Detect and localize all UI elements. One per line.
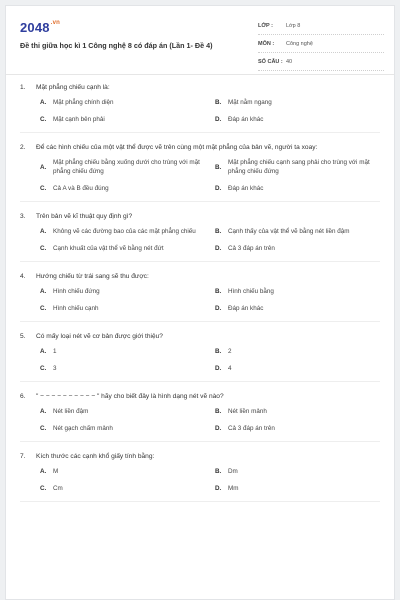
option-text: Không vẽ các đường bao của các mặt phẳng chiếu [53, 228, 196, 235]
question-divider [20, 201, 380, 202]
answer-option-c[interactable] [40, 424, 205, 433]
option-letter: C. [40, 365, 47, 372]
answer-option-a[interactable] [40, 467, 205, 476]
answer-option-d[interactable] [215, 304, 380, 313]
option-text: Nét liền đậm [53, 408, 89, 415]
option-letter: A. [40, 348, 47, 355]
option-letter: D. [215, 425, 222, 432]
answer-options [20, 347, 380, 373]
option-letter: D. [215, 185, 222, 192]
answer-option-d[interactable] [215, 184, 380, 193]
option-letter: C. [40, 425, 47, 432]
option-letter: D. [215, 116, 222, 123]
option-text: 4 [228, 365, 232, 372]
option-letter: B. [215, 408, 222, 415]
question-divider [20, 381, 380, 382]
exam-header [6, 6, 394, 75]
option-text: Đáp án khác [228, 305, 264, 312]
site-logo[interactable] [20, 20, 60, 35]
option-text: Mặt phẳng chiếu cạnh sang phải cho trùng với mặt phẳng chiếu đứng [228, 159, 370, 175]
meta-value: Công nghệ [286, 40, 313, 47]
question-line [20, 212, 380, 221]
exam-title: Đề thi giữa học kì 1 Công nghệ 8 có đáp án (Lần 1- Đề 4) [20, 41, 213, 50]
option-text: Mặt nằm ngang [228, 99, 272, 106]
answer-options [20, 158, 380, 193]
option-text: M [53, 468, 59, 475]
option-letter: A. [40, 408, 47, 415]
option-letter: D. [215, 485, 222, 492]
question-item [20, 83, 380, 133]
question-item [20, 212, 380, 262]
question-number: 4. [20, 273, 26, 280]
answer-option-c[interactable] [40, 364, 205, 373]
question-number: 3. [20, 213, 26, 220]
option-letter: C. [40, 116, 47, 123]
answer-option-c[interactable] [40, 244, 205, 253]
option-letter: A. [40, 288, 47, 295]
question-line [20, 332, 380, 341]
answer-options [20, 407, 380, 433]
option-text: Dm [228, 468, 238, 475]
meta-row-count [258, 53, 384, 71]
option-text: Đáp án khác [228, 116, 264, 123]
option-text: Cạnh thấy của vật thể vẽ bằng nét liền đậm [228, 228, 350, 235]
option-letter: B. [215, 288, 222, 295]
question-text: Kích thước các cạnh khổ giấy tính bằng: [36, 453, 155, 460]
option-letter: C. [40, 245, 47, 252]
option-text: 2 [228, 348, 232, 355]
meta-value: Lớp 8 [286, 22, 301, 29]
option-letter: A. [40, 99, 47, 106]
option-text: Mặt phẳng chính diện [53, 99, 114, 106]
option-text: Cả A và B đều đúng [53, 185, 109, 192]
question-divider [20, 441, 380, 442]
answer-option-c[interactable] [40, 484, 205, 493]
question-text: Mặt phẳng chiếu cạnh là: [36, 84, 110, 91]
answer-option-a[interactable] [40, 287, 205, 296]
question-text: Hướng chiếu từ trái sang sẽ thu được: [36, 273, 149, 280]
meta-row-class [258, 17, 384, 35]
answer-option-b[interactable] [215, 98, 380, 107]
question-item [20, 392, 380, 442]
answer-option-c[interactable] [40, 304, 205, 313]
option-letter: C. [40, 485, 47, 492]
question-number: 7. [20, 453, 26, 460]
option-letter: B. [215, 99, 222, 106]
question-line [20, 452, 380, 461]
question-line [20, 83, 380, 92]
option-letter: B. [215, 348, 222, 355]
answer-option-d[interactable] [215, 424, 380, 433]
answer-option-a[interactable] [40, 158, 205, 176]
answer-option-b[interactable] [215, 227, 380, 236]
option-text: Cả 3 đáp án trên [228, 245, 275, 252]
question-text: Để các hình chiếu của một vật thể được vẽ trên cùng một mặt phẳng của bản vẽ, người ta xoay: [36, 144, 318, 151]
meta-value: 40 [286, 58, 293, 65]
answer-options [20, 287, 380, 313]
answer-option-b[interactable] [215, 347, 380, 356]
question-line [20, 272, 380, 281]
question-text: Trên bản vẽ kĩ thuật quy định gì? [36, 213, 133, 220]
option-letter: B. [215, 468, 222, 475]
answer-option-b[interactable] [215, 467, 380, 476]
answer-option-d[interactable] [215, 244, 380, 253]
question-divider [20, 321, 380, 322]
question-divider [20, 501, 380, 502]
option-letter: A. [40, 163, 47, 171]
question-text: Có mấy loại nét vẽ cơ bản được giới thiệu? [36, 333, 163, 340]
question-item [20, 143, 380, 202]
option-text: Nét gạch chấm mảnh [53, 425, 113, 432]
option-text: Nét liền mảnh [228, 408, 267, 415]
question-item [20, 272, 380, 322]
option-text: 3 [53, 365, 57, 372]
answer-option-c[interactable] [40, 184, 205, 193]
option-letter: B. [215, 163, 222, 171]
answer-option-d[interactable] [215, 364, 380, 373]
answer-option-a[interactable] [40, 227, 205, 236]
option-letter: A. [40, 228, 47, 235]
answer-option-a[interactable] [40, 347, 205, 356]
answer-option-b[interactable] [215, 158, 380, 176]
answer-option-a[interactable] [40, 407, 205, 416]
option-text: Mm [228, 485, 239, 492]
question-number: 1. [20, 84, 26, 91]
question-text: " − − − − − − − − − − " hãy cho biết đây là hình dạng nét vẽ nào? [36, 393, 224, 400]
question-item [20, 332, 380, 382]
answer-options [20, 227, 380, 253]
meta-row-subject [258, 35, 384, 53]
exam-page [5, 5, 395, 600]
answer-options [20, 98, 380, 124]
answer-option-b[interactable] [215, 407, 380, 416]
option-letter: D. [215, 305, 222, 312]
option-text: Hình chiếu cạnh [53, 305, 99, 312]
option-text: Mặt phẳng chiếu bằng xuống dưới cho trùng với mặt phẳng chiếu đứng [53, 159, 200, 175]
logo-suffix: .vn [50, 20, 61, 26]
exam-meta [258, 17, 384, 71]
question-item [20, 452, 380, 502]
question-line [20, 143, 380, 152]
question-divider [20, 132, 380, 133]
answer-option-d[interactable] [215, 115, 380, 124]
option-letter: B. [215, 228, 222, 235]
logo-text: 2048 [20, 20, 50, 35]
option-text: Đáp án khác [228, 185, 264, 192]
meta-label: SỐ CÂU : [258, 58, 283, 65]
option-letter: C. [40, 305, 47, 312]
option-text: Cm [53, 485, 63, 492]
meta-label: LỚP : [258, 22, 273, 29]
answer-option-a[interactable] [40, 98, 205, 107]
option-letter: C. [40, 185, 47, 192]
option-text: Cạnh khuất của vật thể vẽ bằng nét đứt [53, 245, 164, 252]
option-letter: D. [215, 365, 222, 372]
option-letter: D. [215, 245, 222, 252]
question-list [6, 75, 394, 502]
answer-option-c[interactable] [40, 115, 205, 124]
question-number: 5. [20, 333, 26, 340]
question-number: 2. [20, 144, 26, 151]
question-number: 6. [20, 393, 26, 400]
option-text: 1 [53, 348, 57, 355]
meta-label: MÔN : [258, 40, 275, 47]
option-text: Cả 3 đáp án trên [228, 425, 275, 432]
option-text: Hình chiếu đứng [53, 288, 100, 295]
option-text: Hình chiếu bằng [228, 288, 274, 295]
answer-option-d[interactable] [215, 484, 380, 493]
answer-options [20, 467, 380, 493]
answer-option-b[interactable] [215, 287, 380, 296]
question-line [20, 392, 380, 401]
option-text: Mặt cạnh bên phải [53, 116, 105, 123]
option-letter: A. [40, 468, 47, 475]
question-divider [20, 261, 380, 262]
